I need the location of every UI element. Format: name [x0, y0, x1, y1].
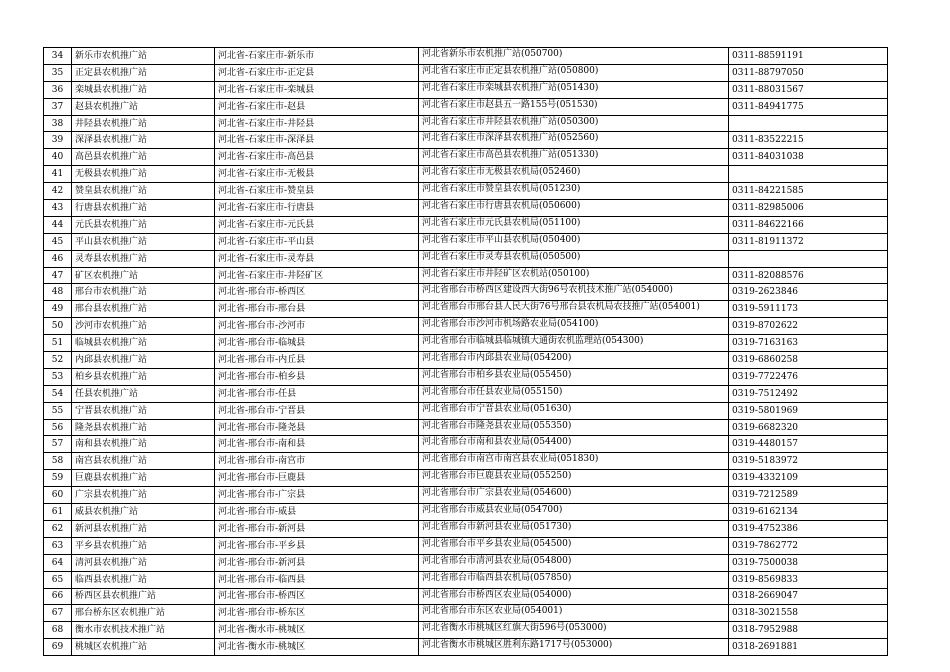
- region-cell: 河北省-石家庄市-行唐县: [215, 200, 419, 217]
- table-row: [44, 301, 888, 318]
- table-row: [44, 183, 888, 200]
- region-cell: 河北省-石家庄市-平山县: [215, 233, 419, 250]
- table-row: [44, 64, 888, 81]
- region-cell: 河北省-邢台市-邢台县: [215, 301, 419, 318]
- table-row: [44, 318, 888, 335]
- station-name-cell: 任县农机推广站: [72, 385, 215, 402]
- station-name-cell: 栾城县农机推广站: [72, 81, 215, 98]
- station-name-cell: 柏乡县农机推广站: [72, 368, 215, 385]
- region-cell: 河北省-邢台市-平乡县: [215, 537, 419, 554]
- station-name-cell: 灵寿县农机推广站: [72, 250, 215, 267]
- address-cell: 河北省石家庄市灵寿县农机局(050500): [419, 250, 729, 267]
- station-name-cell: 衡水市农机技术推广站: [72, 622, 215, 639]
- row-number-cell: 46: [44, 250, 72, 267]
- table-row: [44, 588, 888, 605]
- phone-cell: 0311-82088576: [729, 267, 888, 284]
- region-cell: 河北省-邢台市-临西县: [215, 571, 419, 588]
- row-number-cell: 69: [44, 639, 72, 656]
- address-cell: 河北省邢台市任县农业局(055150): [419, 385, 729, 402]
- table-row: [44, 453, 888, 470]
- address-cell: 河北省邢台市柏乡县农业局(055450): [419, 368, 729, 385]
- row-number-cell: 36: [44, 81, 72, 98]
- phone-cell: 0311-84622166: [729, 216, 888, 233]
- row-number-cell: 41: [44, 166, 72, 183]
- address-cell: 河北省石家庄市行唐县农机局(050600): [419, 200, 729, 217]
- phone-cell: 0319-7163163: [729, 335, 888, 352]
- phone-cell: 0318-7952988: [729, 622, 888, 639]
- phone-cell: 0319-4480157: [729, 436, 888, 453]
- address-cell: 河北省衡水市桃城区胜利东路1717号(053000): [419, 639, 729, 656]
- address-cell: 河北省邢台市平乡县农业局(054500): [419, 537, 729, 554]
- row-number-cell: 47: [44, 267, 72, 284]
- phone-cell: 0319-5183972: [729, 453, 888, 470]
- phone-cell: 0311-82985006: [729, 200, 888, 217]
- phone-cell: 0319-6162134: [729, 504, 888, 521]
- row-number-cell: 55: [44, 402, 72, 419]
- phone-cell: 0311-83522215: [729, 132, 888, 149]
- table-row: [44, 115, 888, 132]
- table-row: [44, 166, 888, 183]
- table-row: [44, 352, 888, 369]
- row-number-cell: 60: [44, 487, 72, 504]
- address-cell: 河北省邢台市清河县农业局(054800): [419, 554, 729, 571]
- address-cell: 河北省新乐市农机推广站(050700): [419, 48, 729, 65]
- station-name-cell: 高邑县农机推广站: [72, 149, 215, 166]
- address-cell: 河北省邢台市南和县农业局(054400): [419, 436, 729, 453]
- address-cell: 河北省邢台市南宫市南宫县农业局(051830): [419, 453, 729, 470]
- address-cell: 河北省邢台市桥西区农业局(054000): [419, 588, 729, 605]
- row-number-cell: 52: [44, 352, 72, 369]
- row-number-cell: 35: [44, 64, 72, 81]
- address-cell: 河北省邢台市隆尧县农业局(055350): [419, 419, 729, 436]
- phone-cell: 0311-88797050: [729, 64, 888, 81]
- station-name-cell: 邢台县农机推广站: [72, 301, 215, 318]
- station-name-cell: 南和县农机推广站: [72, 436, 215, 453]
- station-name-cell: 新河县农机推广站: [72, 520, 215, 537]
- station-name-cell: 广宗县农机推广站: [72, 487, 215, 504]
- station-name-cell: 沙河市农机推广站: [72, 318, 215, 335]
- region-cell: 河北省-石家庄市-元氏县: [215, 216, 419, 233]
- address-cell: 河北省邢台市邢台县人民大街76号邢台县农机局农技推广站(054001): [419, 301, 729, 318]
- station-name-cell: 桃城区农机推广站: [72, 639, 215, 656]
- region-cell: 河北省-邢台市-南宫市: [215, 453, 419, 470]
- row-number-cell: 54: [44, 385, 72, 402]
- row-number-cell: 62: [44, 520, 72, 537]
- region-cell: 河北省-邢台市-桥东区: [215, 605, 419, 622]
- address-cell: 河北省邢台市新河县农业局(051730): [419, 520, 729, 537]
- phone-cell: 0319-7722476: [729, 368, 888, 385]
- address-cell: 河北省石家庄市正定县农机推广站(050800): [419, 64, 729, 81]
- address-cell: 河北省邢台市桥西区建设西大街96号农机技术推广站(054000): [419, 284, 729, 301]
- table-row: [44, 284, 888, 301]
- region-cell: 河北省-石家庄市-赵县: [215, 98, 419, 115]
- region-cell: 河北省-石家庄市-灵寿县: [215, 250, 419, 267]
- phone-cell: 0319-6682320: [729, 419, 888, 436]
- station-name-cell: 威县农机推广站: [72, 504, 215, 521]
- table-row: [44, 571, 888, 588]
- row-number-cell: 42: [44, 183, 72, 200]
- station-name-cell: 临西县农机推广站: [72, 571, 215, 588]
- table-row: [44, 81, 888, 98]
- row-number-cell: 50: [44, 318, 72, 335]
- phone-cell: 0311-88031567: [729, 81, 888, 98]
- region-cell: 河北省-邢台市-柏乡县: [215, 368, 419, 385]
- row-number-cell: 68: [44, 622, 72, 639]
- station-name-cell: 清河县农机推广站: [72, 554, 215, 571]
- table-row: [44, 639, 888, 656]
- region-cell: 河北省-邢台市-广宗县: [215, 487, 419, 504]
- row-number-cell: 34: [44, 48, 72, 65]
- phone-cell: 0311-88591191: [729, 48, 888, 65]
- region-cell: 河北省-邢台市-宁晋县: [215, 402, 419, 419]
- address-cell: 河北省邢台市巨鹿县农业局(055250): [419, 470, 729, 487]
- phone-cell: [729, 115, 888, 132]
- station-name-cell: 无极县农机推广站: [72, 166, 215, 183]
- row-number-cell: 61: [44, 504, 72, 521]
- row-number-cell: 56: [44, 419, 72, 436]
- row-number-cell: 63: [44, 537, 72, 554]
- row-number-cell: 51: [44, 335, 72, 352]
- row-number-cell: 64: [44, 554, 72, 571]
- table-row: [44, 504, 888, 521]
- row-number-cell: 53: [44, 368, 72, 385]
- station-name-cell: 矿区农机推广站: [72, 267, 215, 284]
- station-name-cell: 邢台市农机推广站: [72, 284, 215, 301]
- row-number-cell: 37: [44, 98, 72, 115]
- station-name-cell: 新乐市农机推广站: [72, 48, 215, 65]
- region-cell: 河北省-邢台市-任县: [215, 385, 419, 402]
- table-row: [44, 48, 888, 65]
- phone-cell: 0311-81911372: [729, 233, 888, 250]
- station-name-cell: 正定县农机推广站: [72, 64, 215, 81]
- phone-cell: [729, 166, 888, 183]
- station-name-cell: 深泽县农机推广站: [72, 132, 215, 149]
- row-number-cell: 59: [44, 470, 72, 487]
- station-name-cell: 行唐县农机推广站: [72, 200, 215, 217]
- phone-cell: [729, 250, 888, 267]
- phone-cell: 0319-4332109: [729, 470, 888, 487]
- table-row: [44, 605, 888, 622]
- region-cell: 河北省-邢台市-桥西区: [215, 284, 419, 301]
- row-number-cell: 67: [44, 605, 72, 622]
- address-cell: 河北省邢台市威县农业局(054700): [419, 504, 729, 521]
- station-name-cell: 赵县农机推广站: [72, 98, 215, 115]
- table-row: [44, 368, 888, 385]
- phone-cell: 0311-84031038: [729, 149, 888, 166]
- station-name-cell: 临城县农机推广站: [72, 335, 215, 352]
- table-row: [44, 554, 888, 571]
- region-cell: 河北省-衡水市-桃城区: [215, 622, 419, 639]
- region-cell: 河北省-邢台市-桥西区: [215, 588, 419, 605]
- row-number-cell: 43: [44, 200, 72, 217]
- phone-cell: 0319-5801969: [729, 402, 888, 419]
- address-cell: 河北省邢台市临城县临城镇大通街农机监理站(054300): [419, 335, 729, 352]
- row-number-cell: 58: [44, 453, 72, 470]
- phone-cell: 0318-2691881: [729, 639, 888, 656]
- table-row: [44, 98, 888, 115]
- phone-cell: 0311-84221585: [729, 183, 888, 200]
- region-cell: 河北省-石家庄市-栾城县: [215, 81, 419, 98]
- station-name-cell: 赞皇县农机推广站: [72, 183, 215, 200]
- station-name-cell: 井陉县农机推广站: [72, 115, 215, 132]
- data-table: [43, 47, 888, 656]
- row-number-cell: 45: [44, 233, 72, 250]
- region-cell: 河北省-衡水市-桃城区: [215, 639, 419, 656]
- row-number-cell: 49: [44, 301, 72, 318]
- table-row: [44, 520, 888, 537]
- region-cell: 河北省-石家庄市-井陉矿区: [215, 267, 419, 284]
- phone-cell: 0319-5911173: [729, 301, 888, 318]
- phone-cell: 0319-7862772: [729, 537, 888, 554]
- station-name-cell: 南宫县农机推广站: [72, 453, 215, 470]
- table-row: [44, 267, 888, 284]
- table-row: [44, 132, 888, 149]
- row-number-cell: 66: [44, 588, 72, 605]
- region-cell: 河北省-邢台市-新河县: [215, 554, 419, 571]
- region-cell: 河北省-石家庄市-井陉县: [215, 115, 419, 132]
- region-cell: 河北省-邢台市-内丘县: [215, 352, 419, 369]
- phone-cell: 0311-84941775: [729, 98, 888, 115]
- address-cell: 河北省衡水市桃城区红旗大街596号(053000): [419, 622, 729, 639]
- address-cell: 河北省石家庄市元氏县农机局(051100): [419, 216, 729, 233]
- row-number-cell: 48: [44, 284, 72, 301]
- table-row: [44, 402, 888, 419]
- address-cell: 河北省石家庄市栾城县农机推广站(051430): [419, 81, 729, 98]
- address-cell: 河北省邢台市广宗县农业局(054600): [419, 487, 729, 504]
- phone-cell: 0318-3021558: [729, 605, 888, 622]
- table-row: [44, 200, 888, 217]
- phone-cell: 0319-4752386: [729, 520, 888, 537]
- station-name-cell: 隆尧县农机推广站: [72, 419, 215, 436]
- table-row: [44, 335, 888, 352]
- address-cell: 河北省石家庄市高邑县农机推广站(051330): [419, 149, 729, 166]
- row-number-cell: 38: [44, 115, 72, 132]
- region-cell: 河北省-石家庄市-赞皇县: [215, 183, 419, 200]
- station-name-cell: 平山县农机推广站: [72, 233, 215, 250]
- station-name-cell: 邢台桥东区农机推广站: [72, 605, 215, 622]
- phone-cell: 0318-2669047: [729, 588, 888, 605]
- region-cell: 河北省-邢台市-沙河市: [215, 318, 419, 335]
- phone-cell: 0319-7212589: [729, 487, 888, 504]
- table-row: [44, 216, 888, 233]
- address-cell: 河北省邢台市东区农业局(054001): [419, 605, 729, 622]
- table-row: [44, 149, 888, 166]
- phone-cell: 0319-7500038: [729, 554, 888, 571]
- region-cell: 河北省-邢台市-新河县: [215, 520, 419, 537]
- row-number-cell: 39: [44, 132, 72, 149]
- table-row: [44, 250, 888, 267]
- region-cell: 河北省-石家庄市-无极县: [215, 166, 419, 183]
- address-cell: 河北省邢台市沙河市机场路农业局(054100): [419, 318, 729, 335]
- address-cell: 河北省邢台市内邱县农业局(054200): [419, 352, 729, 369]
- station-name-cell: 内邱县农机推广站: [72, 352, 215, 369]
- region-cell: 河北省-石家庄市-高邑县: [215, 149, 419, 166]
- row-number-cell: 65: [44, 571, 72, 588]
- phone-cell: 0319-6860258: [729, 352, 888, 369]
- table-row: [44, 622, 888, 639]
- region-cell: 河北省-邢台市-南和县: [215, 436, 419, 453]
- phone-cell: 0319-7512492: [729, 385, 888, 402]
- table-row: [44, 487, 888, 504]
- table-row: [44, 436, 888, 453]
- station-name-cell: 元氏县农机推广站: [72, 216, 215, 233]
- table-row: [44, 385, 888, 402]
- address-cell: 河北省石家庄市深泽县农机推广站(052560): [419, 132, 729, 149]
- address-cell: 河北省邢台市临西县农机局(057850): [419, 571, 729, 588]
- address-cell: 河北省石家庄市井陉矿区农机站(050100): [419, 267, 729, 284]
- phone-cell: 0319-8569833: [729, 571, 888, 588]
- table-row: [44, 233, 888, 250]
- station-name-cell: 巨鹿县农机推广站: [72, 470, 215, 487]
- region-cell: 河北省-邢台市-临城县: [215, 335, 419, 352]
- table-row: [44, 537, 888, 554]
- region-cell: 河北省-石家庄市-深泽县: [215, 132, 419, 149]
- region-cell: 河北省-石家庄市-正定县: [215, 64, 419, 81]
- table-body: [44, 48, 888, 656]
- region-cell: 河北省-邢台市-巨鹿县: [215, 470, 419, 487]
- table-row: [44, 419, 888, 436]
- row-number-cell: 44: [44, 216, 72, 233]
- address-cell: 河北省邢台市宁晋县农业局(051630): [419, 402, 729, 419]
- station-name-cell: 平乡县农机推广站: [72, 537, 215, 554]
- row-number-cell: 40: [44, 149, 72, 166]
- region-cell: 河北省-石家庄市-新乐市: [215, 48, 419, 65]
- row-number-cell: 57: [44, 436, 72, 453]
- station-name-cell: 宁晋县农机推广站: [72, 402, 215, 419]
- address-cell: 河北省石家庄市赞皇县农机局(051230): [419, 183, 729, 200]
- phone-cell: 0319-2623846: [729, 284, 888, 301]
- address-cell: 河北省石家庄市无极县农机局(052460): [419, 166, 729, 183]
- address-cell: 河北省石家庄市赵县五一路155号(051530): [419, 98, 729, 115]
- table-row: [44, 470, 888, 487]
- region-cell: 河北省-邢台市-隆尧县: [215, 419, 419, 436]
- phone-cell: 0319-8702622: [729, 318, 888, 335]
- address-cell: 河北省石家庄市平山县农机局(050400): [419, 233, 729, 250]
- region-cell: 河北省-邢台市-威县: [215, 504, 419, 521]
- station-name-cell: 桥西区县农机推广站: [72, 588, 215, 605]
- address-cell: 河北省石家庄市井陉县农机推广站(050300): [419, 115, 729, 132]
